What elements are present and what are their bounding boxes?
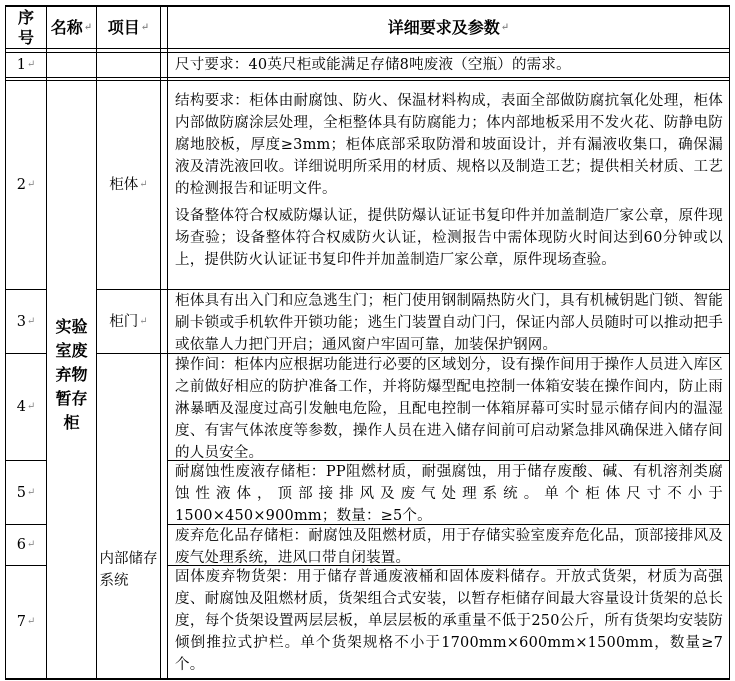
table-rule: [729, 5, 730, 680]
header-seq-label: 序号: [17, 7, 34, 47]
header-detail-label: 详细要求及参数: [387, 17, 500, 37]
header-detail: 详细要求及参数 ↵: [387, 17, 510, 37]
row-number: 6 ↵: [16, 537, 36, 553]
header-seq: [9, 7, 43, 48]
item-internal-storage: 内部储存系统: [99, 550, 158, 589]
row-number: 7 ↵: [16, 614, 36, 630]
header-item-label: 项目: [107, 17, 140, 37]
detail-row-2: 结构要求：柜体由耐腐蚀、防火、保温材料构成，表面全部做防腐抗氧化处理，柜体内部做防腐涂层处理，全柜整体具有防腐能力；体内部地板采用不发火花、防静电防腐地胶板，厚度≥3mm；柜体底部采取防滑和坡面设计，并有漏液收集口，确保漏液及清洗液回收。详细说明所采用的材质、规格以及制造工艺；提供相关材质、工艺的检测报告和证明文件。 设备整体符合权威防爆认证，提供防爆认证证书复印件并加盖制造厂家公章，原件现场查验；设备整体符合权威防火认证，检测报告中需体现防火时间达到60分钟或以上，提供防火认证证书复印件并加盖制造厂家公章，原件现场查验。: [175, 93, 723, 268]
detail-row-5: 耐腐蚀性废液存储柜：PP阻燃材质，耐强腐蚀，用于储存废酸、碱、有机溶剂类腐蚀性液体，顶部接排风及废气处理系统。单个柜体尺寸不小于1500×450×900mm；数量：≥5个。: [175, 464, 723, 524]
table-rule: [5, 77, 730, 78]
item-cabinet-body: 柜体 ↵: [109, 177, 148, 193]
detail-row-7: 固体废弃物货架：用于储存普通废液桶和固体废料储存。开放式货架，材质为高强度、耐腐蚀及阻燃材质，货架组合式安装，以暂存柜储存间最大容量设计货架的总长度，每个货架设置两层层板，单层层板的承重量不低于250公斤，所有货架均安装防倾倒推拉式护栏。单个货架规格不小于1700mm×600mm×1500mm，数量≥7个。: [175, 569, 723, 673]
table-rule: [5, 48, 730, 49]
table-rule: [5, 678, 730, 680]
row-number: 1 ↵: [16, 57, 36, 73]
row-number: 5 ↵: [16, 484, 36, 501]
header-name-label: 名称: [50, 17, 83, 37]
header-item: 项目 ↵: [107, 17, 150, 37]
row-number: 3 ↵: [16, 313, 36, 330]
detail-row-4: 操作间：柜体内应根据功能进行必要的区域划分，设有操作间用于操作人员进入库区之前做好相应的防护准备工作，并将防爆型配电控制一体箱安装在操作间内，防止雨淋暴晒及湿度过高引发触电危险，且配电控制一体箱屏幕可实时显示储存间内的温湿度、有害气体浓度等参数，操作人员在进入储存间前可启动紧急排风确保进入储存间的人员安全。: [175, 357, 723, 461]
detail-row-6: 废弃危化品存储柜：耐腐蚀及阻燃材质，用于存储实验室废弃危化品，顶部接排风及废气处理系统，进风口带自闭装置。: [175, 528, 723, 566]
item-cabinet-door: 柜门 ↵: [109, 313, 148, 330]
table-rule: [160, 5, 161, 680]
detail-row-3: 柜体具有出入门和应急逃生门；柜门使用钢制隔热防火门，具有机械钥匙门锁、智能刷卡锁或手机软件开锁功能；逃生门装置自动门闩，保证内部人员随时可以推动把手或依靠人力把门开启；通风窗户牢固可靠，加装保护钢网。: [175, 293, 723, 353]
row-number: 4 ↵: [16, 399, 36, 415]
header-name: 名称 ↵: [50, 17, 93, 37]
detail-row-1: 尺寸要求：40英尺柜或能满足存储8吨废液（空瓶）的需求。: [175, 57, 571, 73]
row-number: 2 ↵: [16, 177, 36, 193]
name-label: 实验室废弃物暂存柜: [55, 317, 88, 432]
name-cell: [47, 290, 96, 460]
